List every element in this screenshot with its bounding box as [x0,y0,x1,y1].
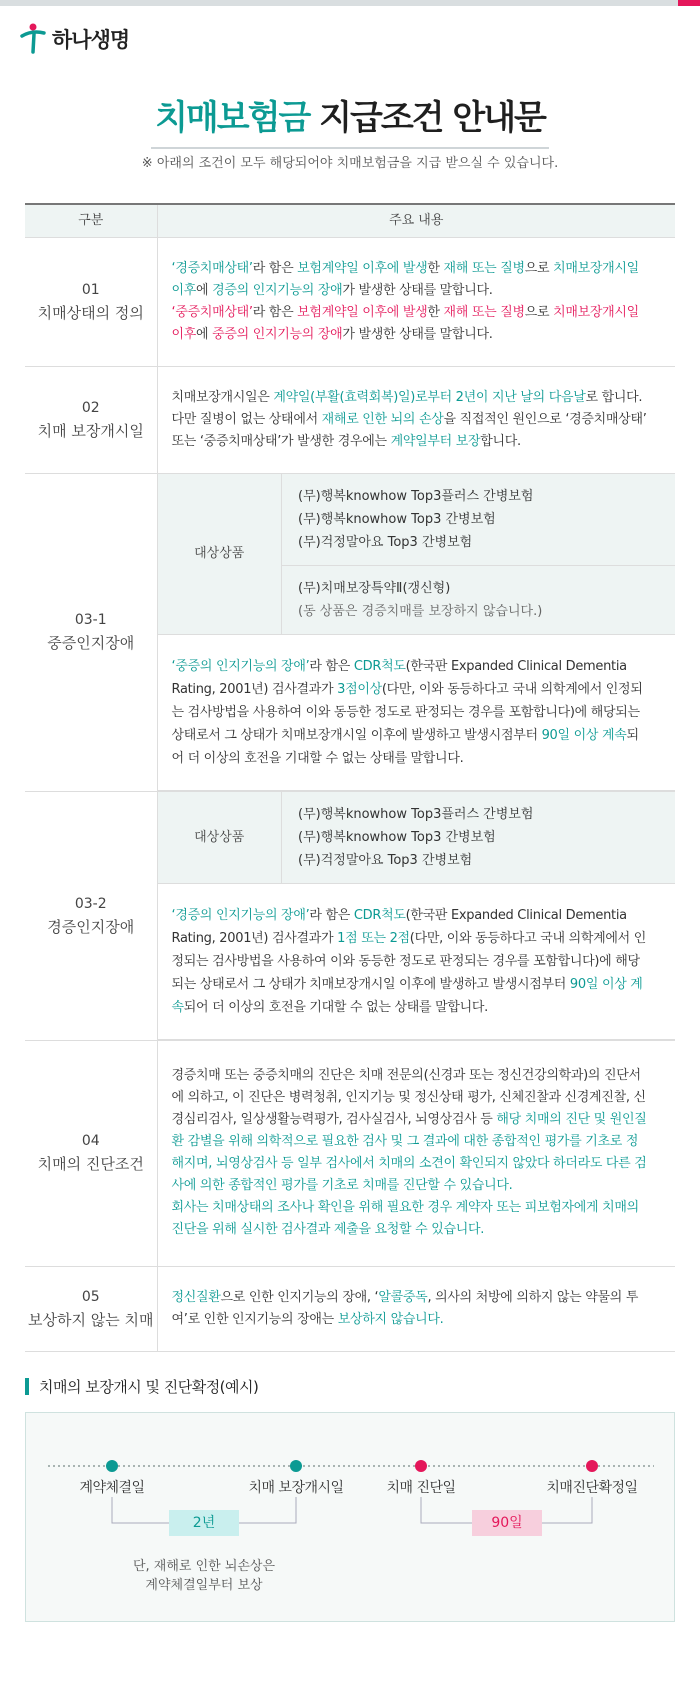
severe-dementia-definition [172,302,648,346]
row-number: 03-1 [74,612,107,628]
timeline-diagram [25,1412,675,1622]
row-label-03-1 [25,473,157,791]
row-label: 보상하지 않는 치매 [28,1310,154,1329]
text: 가 발생한 상태를 말합니다. [342,326,493,342]
timeline-section-title [25,1377,258,1395]
timeline-note-line-1: 단, 재해로 인한 뇌손상은 [132,1559,276,1574]
page-title-wrap [0,90,700,149]
timeline-label-coverage-start: 치매 보장개시일 [248,1480,344,1496]
row-content-01 [157,237,675,366]
diagnosis-request-text: 회사는 치매상태의 조사나 확인을 위해 필요한 경우 계약자 또는 피보험자에게 치매의 진단을 위해 실시한 검사결과 제출을 요청할 수 있습니다. [171,1200,639,1237]
text: 가 발생한 상태를 말합니다. [342,282,493,298]
term-alcoholism: 알콜중독 [378,1289,428,1305]
exclusion-text [172,1287,648,1331]
term-mild-cognitive: ‘경증의 인지기능의 장애’ [171,907,310,923]
page-title [151,90,549,149]
term-severe-impairment: 중증의 인지기능의 장애 [212,326,343,342]
timeline-point-diagnosis [415,1460,427,1472]
brand-name: 하나생명 [52,28,130,52]
text: 으로 [524,304,554,320]
row-label: 치매상태의 정의 [37,303,144,322]
term-after-contract: 보험계약일 이후에 발생 [297,304,428,320]
text: 으로 인한 인지기능의 장애, ‘ [220,1289,379,1305]
target-products-label: 대상상품 [158,474,282,635]
row-content-05 [157,1266,675,1351]
text: 라 함은 [309,907,354,923]
term-accident-or-disease: 재해 또는 질병 [443,304,525,320]
conditions-table [25,203,675,1352]
page-title-rest: 지급조건 안내문 [309,98,545,138]
mild-dementia-definition [172,258,648,302]
text: 한 [427,304,444,320]
term-accident-brain-damage: 재해로 인한 뇌의 손상 [321,411,444,427]
row-label-02 [25,366,157,473]
row-label: 경증인지장애 [47,917,135,936]
term-diagnosis-basis: 해당 치매의 진단 및 원인질환 감별을 위해 의학적으로 필요한 검사 및 그 결과에 대한 종합적인 평가를 기초로 정해지며, 뇌영상검사 등 일부 검사에서 치매의 소견이 확인되지 않았다 하더라도 다른 검사에 의한 종합적인 평가를 기초로 치매를 진단할 수 있습니다. [171,1112,647,1193]
timeline-label-diagnosis: 치매 진단일 [386,1480,456,1496]
text: 에 [196,282,213,298]
table-row-02 [25,366,675,473]
header-content: 주요 내용 [157,204,675,237]
text: 라 함은 [309,658,354,674]
text: 에 [196,326,213,342]
section-title-bar [25,1378,29,1395]
product-item: (무)행복knowhow Top3 간병보험 [298,511,496,527]
row-number: 01 [81,281,100,298]
timeline-label-confirmed: 치매진단확정일 [546,1480,638,1496]
coverage-start-text [172,387,648,453]
product-item: (무)행복knowhow Top3플러스 간병보험 [298,806,534,822]
text: (다만, 이와 동등하다고 국내 의학계에서 인정되는 검사방법을 사용하여 이와 동등한 정도로 판정되는 경우를 포함합니다)에 해당되는 상태로서 그 상태가 치매보장개시일 이후에 발생하고 발생시점부터 [171,681,643,743]
top-bar [0,0,700,6]
text: (한국판 Expanded Clinical Dementia Rating, 2001년) 검사결과가 [171,658,627,697]
row-label-04 [25,1040,157,1266]
row-content-03-2 [157,791,675,1040]
top-bar-accent [678,0,700,6]
text: 로 합니다. 다만 질병이 없는 상태에서 [171,389,643,427]
term-cdr-scale: CDR척도 [353,907,406,923]
table-row-04 [25,1040,675,1266]
table-row-01 [25,237,675,366]
target-products-list [282,474,676,566]
term-after-coverage-start: 치매보장개시일 이후 [171,304,639,342]
timeline-point-coverage-start [290,1460,302,1472]
row-content-04 [157,1040,675,1266]
row-content-02 [157,366,675,473]
target-products-table [158,792,676,1040]
text: 한 [427,260,444,276]
product-item: (무)걱정말아요 Top3 간병보험 [298,852,473,868]
text: 경증치매 또는 중증치매의 진단은 치매 전문의(신경과 또는 정신건강의학과)의 진단서에 의하고, 이 진단은 병력청취, 인지기능 및 정신상태 평가, 신체진찰과 신경계진찰, 신경심리검사, 일상생활능력평가, 검사실검사, 뇌영상검사 등 [171,1068,646,1127]
term-severe-cognitive: ‘중증의 인지기능의 장애’ [171,658,310,674]
text: 되어 더 이상의 호전을 기대할 수 없는 상태를 말합니다. [183,999,488,1015]
page-title-highlight: 치매보험금 [155,98,310,138]
row-label-03-2 [25,791,157,1040]
term-mild-dementia: ‘경증치매상태’ [171,260,253,276]
timeline-point-contract [106,1460,118,1472]
diagnosis-text [172,1065,648,1197]
severe-impairment-description [158,634,676,790]
term-accident-or-disease: 재해 또는 질병 [443,260,525,276]
header-category: 구분 [25,204,157,237]
period-label-90-days: 90일 [491,1515,523,1531]
timeline-note [104,1557,304,1595]
brand-logo[interactable] [20,22,129,56]
row-label-05 [25,1266,157,1351]
text: 을 직접적인 원인으로 ‘경증치매상태’ 또는 ‘중증치매상태’가 발생한 경우에는 [171,411,647,449]
term-after-coverage-start: 치매보장개시일 이후 [171,260,639,298]
product-item: (무)행복knowhow Top3플러스 간병보험 [298,488,534,504]
product-item: (무)걱정말아요 Top3 간병보험 [298,534,473,550]
table-row-05 [25,1266,675,1351]
term-two-years: 계약일(부활(효력회복)일)로부터 2년이 지난 날의 다음날 [273,389,586,405]
row-number: 03-2 [74,895,107,912]
target-products-extra [282,565,676,634]
target-products-label: 대상상품 [158,792,282,884]
text: 합니다. [480,433,521,449]
row-label: 중증인지장애 [47,634,135,652]
text: (다만, 이와 동등하다고 국내 의학계에서 인정되는 검사방법을 사용하여 이와 동등한 정도로 판정되는 경우를 포함합니다)에 해당되는 상태로서 그 상태가 치매보장개시일 이후에 발생하고 발생시점부터 [171,930,646,992]
row-label-01 [25,237,157,366]
timeline-title-text: 치매의 보장개시 및 진단확정(예시) [39,1377,259,1396]
mild-impairment-description [158,883,676,1039]
period-label-2-years: 2년 [192,1515,216,1531]
term-from-contract-date: 계약일부터 보장 [390,433,481,449]
row-label: 치매의 진단조건 [37,1155,144,1173]
term-severe-dementia: ‘중증치매상태’ [171,304,253,320]
timeline-label-contract: 계약체결일 [79,1480,145,1496]
table-row-03-2 [25,791,675,1040]
text: 치매보장개시일은 [171,389,274,405]
row-content-03-1 [157,473,675,791]
row-number: 02 [81,399,100,416]
row-number: 04 [81,1133,100,1149]
text: 라 함은 [252,304,298,320]
hana-logo-icon [20,22,50,56]
term-90-days: 90일 이상 계속 [171,976,643,1015]
term-score: 3점이상 [337,681,382,697]
product-item: (무)행복knowhow Top3 간병보험 [298,829,496,845]
term-score: 1점 또는 2점 [337,930,410,946]
table-header-row [25,204,675,237]
row-number: 05 [81,1288,100,1305]
target-products-table [158,474,676,791]
page-subtitle: ※ 아래의 조건이 모두 해당되어야 치매보험금을 지급 받으실 수 있습니다. [141,156,559,171]
product-note: (동 상품은 경증치매를 보장하지 않습니다.) [298,603,543,619]
term-after-contract: 보험계약일 이후에 발생 [297,260,428,276]
text: 라 함은 [252,260,298,276]
table-row-03-1 [25,473,675,791]
row-label: 치매 보장개시일 [37,421,144,440]
term-not-covered: 보상하지 않습니다. [337,1311,444,1327]
text: 으로 [524,260,554,276]
product-item: (무)치매보장특약Ⅱ(갱신형) [298,580,451,596]
target-products-list [282,792,676,884]
term-mild-impairment: 경증의 인지기능의 장애 [212,282,343,298]
term-90-days: 90일 이상 계속 [541,727,627,743]
term-cdr-scale: CDR척도 [353,658,406,674]
text: , 의사의 처방에 의하지 않는 약물의 투여’로 인한 인지기능의 장애는 [171,1289,639,1327]
term-mental-illness: 정신질환 [171,1289,221,1305]
text: 되어 더 이상의 호전을 기대할 수 없는 상태를 말합니다. [171,727,639,766]
timeline-note-line-2: 계약체결일부터 보상 [145,1578,263,1593]
timeline-point-confirmed [586,1460,598,1472]
text: (한국판 Expanded Clinical Dementia Rating, 2001년) 검사결과가 [171,907,627,946]
